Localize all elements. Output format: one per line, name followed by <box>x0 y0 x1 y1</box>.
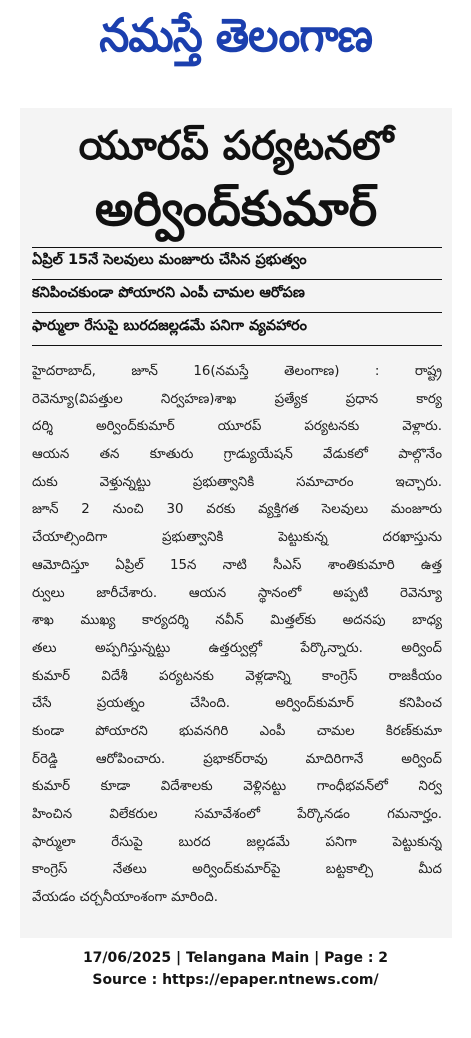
article-body-line: జూన్ 2 నుంచి 30 వరకు వ్యక్తిగత సెలవులు మంజూరు <box>32 502 442 518</box>
article-body-line: ఆమోదిస్తూ ఏప్రిల్ 15న నాటి సీఎస్ శాంతికుమారి ఉత్త <box>32 557 442 573</box>
subhead-2: కనిపించకుండా పోయారని ఎంపీ చామల ఆరోపణ <box>32 285 305 301</box>
subhead-3: ఫార్ములా రేసుపై బురదజల్లడమే పనిగా వ్యవహారం <box>32 318 307 334</box>
article-body-line: రెవెన్యూ(విపత్తుల నిర్వహణ)శాఖ ప్రత్యేక ప్రధాన కార్య <box>32 391 442 407</box>
newspaper-masthead <box>0 0 471 82</box>
masthead-title: నమస్తే తెలంగాణ <box>99 8 372 62</box>
footer-date-edition: 17/06/2025 | Telangana Main | Page : 2 <box>82 950 389 966</box>
article-body-line: హించిన విలేకరుల సమావేశంలో పేర్కొనడం గమనార్హం. <box>32 807 442 822</box>
subhead-divider <box>32 279 442 280</box>
article-body-line: చేయాల్సిందిగా ప్రభుత్వానికి పెట్టుకున్న దరఖాస్తును <box>32 530 442 546</box>
subhead-divider <box>32 312 442 313</box>
article-body-line: ర్‌రెడ్డి ఆరోపించారు. ప్రభాకర్‌రావు మాదిరిగానే అర్వింద్ <box>32 751 442 767</box>
article-body-line: కుమార్ కూడా విదేశాలకు వెళ్లినట్టు గాంధీభవన్‌లో నిర్వ <box>32 779 442 795</box>
article-body-line: కుండా పోయారని భువనగిరి ఎంపీ చామల కిరణ్‌కుమా <box>32 723 442 739</box>
article-body-line: తలు అప్పగిస్తున్నట్టు ఉత్తర్వుల్లో పేర్కొన్నారు. అర్వింద్ <box>32 640 442 656</box>
article-body <box>32 358 442 912</box>
subhead-divider <box>32 345 442 346</box>
footer-source-url[interactable]: Source : https://epaper.ntnews.com/ <box>92 972 379 988</box>
article-body-line: దుకు వెళ్తున్నట్టు ప్రభుత్వానికి సమాచారం ఇచ్చారు. <box>32 474 442 490</box>
article-body-line: ఆయన తన కూతురు గ్రాడ్యుయేషన్ వేడుకలో పాల్గొనేం <box>32 447 442 463</box>
article-body-line: శాఖ ముఖ్య కార్యదర్శి నవీన్ మిత్తల్‌కు అదనపు బాధ్య <box>32 613 442 629</box>
article-body-line: కుమార్ విదేశీ పర్యటనకు వెళ్లడాన్ని కాంగ్రెస్ రాజకీయం <box>32 668 442 684</box>
subhead-1: ఏప్రిల్ 15నే సెలవులు మంజూరు చేసిన ప్రభుత్వం <box>32 252 307 268</box>
headline-line-1: యూరప్ పర్యటనలో <box>78 123 394 169</box>
subhead-divider <box>32 247 442 248</box>
article-body-line: వేయడం చర్చనీయాంశంగా మారింది. <box>32 890 218 906</box>
headline-line-2: అర్వింద్‌కుమార్ <box>94 181 378 237</box>
article-body-line: ర్వులు జారీచేశారు. ఆయన స్థానంలో అప్పటి రెవెన్యూ <box>32 585 442 601</box>
article-body-line: హైదరాబాద్, జూన్ 16(నమస్తే తెలంగాణ) : రాష్ట్ర <box>32 364 442 379</box>
article-body-line: ఫార్ములా రేసుపై బురద జల్లడమే పనిగా పెట్టుకున్న <box>32 834 442 850</box>
article-body-line: కాంగ్రెస్ నేతలు అర్వింద్‌కుమార్‌పై బట్టకాల్చి మీద <box>32 862 442 878</box>
article-body-line: దర్శి అర్వింద్‌కుమార్ యూరప్ పర్యటనకు వెళ్లారు. <box>32 419 442 435</box>
article-body-line: చేసే ప్రయత్నం చేసింది. అర్వింద్‌కుమార్ కనిపించ <box>32 696 442 712</box>
